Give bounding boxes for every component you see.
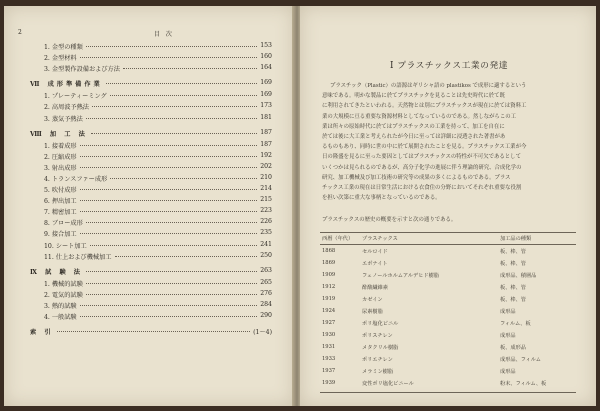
toc-label: 7. 精密加工 [44, 209, 77, 217]
toc-leader-dots [80, 189, 257, 190]
toc-entry [44, 152, 272, 161]
paragraph-line: チックス工業の現在は日常生活における衣食住の分野においてそれぞれ重要な役割 [322, 185, 522, 191]
table-cell-year: 1912 [322, 284, 336, 290]
toc-label: 1. プレーティーミング [44, 93, 107, 101]
toc-label: 2. 高周波予熱法 [44, 104, 89, 112]
toc-page-number: 223 [260, 207, 272, 215]
table-cell-products: 成形品、積層品 [500, 273, 537, 279]
table-bottom-rule [320, 392, 576, 393]
table-cell-name: ポリ塩化ビニル [362, 321, 399, 327]
chapter-title: Ⅰ プラスチックス工業の発達 [390, 61, 509, 71]
toc-page-number: 202 [260, 162, 272, 170]
toc-page-number: 226 [260, 218, 272, 226]
toc-label: 9. 接合加工 [44, 231, 77, 239]
toc-leader-dots [123, 68, 257, 69]
left-page [4, 6, 294, 406]
toc-leader-dots [110, 178, 257, 179]
table-cell-name: ポリエチレン [362, 357, 393, 363]
toc-leader-dots [86, 46, 257, 47]
table-cell-name: メタクリル樹脂 [362, 345, 399, 351]
table-cell-name: 変性ポリ塩化ビニール [362, 381, 414, 387]
toc-entry [44, 229, 272, 238]
table-cell-products: 成形品 [500, 333, 516, 339]
paragraph-line: 意味である。明かな製品に於てプラスチックを見ることは先史時代に於て既 [322, 93, 505, 100]
toc-label: 索 引 [30, 329, 54, 337]
toc-label: 4. トランスファー成形 [44, 175, 108, 183]
table-cell-name: セルロイド [362, 249, 388, 255]
paragraph-line: るものもあり、同時に世の中に於て展開されたことを見る。プラスチックス工業が今 [322, 144, 527, 151]
table-cell-year: 1931 [322, 344, 336, 350]
toc-leader-dots [86, 294, 257, 295]
toc-leader-dots [86, 118, 257, 119]
toc-label: 5. 吹付成形 [44, 187, 77, 194]
table-cell-products: 板、棒、管 [500, 261, 526, 267]
toc-leader-dots [57, 331, 250, 332]
table-cell-year: 1939 [322, 380, 336, 386]
table-cell-products: 成形品 [500, 369, 516, 375]
toc-entry [44, 290, 272, 299]
toc-leader-dots [80, 305, 257, 306]
toc-leader-dots [80, 145, 257, 146]
toc-label: 3. 蒸気予熱法 [44, 115, 83, 123]
toc-label: 1. 接着成形 [44, 142, 77, 150]
table-cell-name: メラミン樹脂 [362, 369, 394, 375]
toc-page-number: 210 [260, 173, 272, 181]
table-cell-products: 粉末、フィルム、板 [500, 381, 547, 387]
toc-label: 3. 金型製作設備および方法 [44, 66, 120, 74]
toc-entry [44, 174, 272, 183]
toc-leader-dots [86, 271, 257, 272]
table-cell-year: 1868 [322, 248, 336, 254]
toc-label: 8. ブロー成形 [44, 220, 83, 228]
paragraph-line: 業は所々の原始時代に於てはプラスチックスの工業を持って、加工を自在に [322, 123, 505, 130]
toc-entry [44, 279, 272, 288]
table-top-rule [320, 232, 576, 233]
toc-label: Ⅷ 加 工 法 [30, 130, 88, 138]
toc-entry [44, 64, 272, 73]
toc-entry [44, 207, 272, 216]
toc-page-number: 169 [260, 91, 272, 99]
table-cell-year: 1919 [322, 296, 336, 302]
toc-page-number: 181 [260, 113, 272, 121]
toc-entry [44, 185, 272, 194]
table-cell-name: カゼイン [362, 297, 383, 303]
toc-label: 2. 金型材料 [44, 55, 77, 63]
table-header-products: 加工品の種類 [500, 236, 532, 242]
toc-page-number: 215 [260, 196, 272, 204]
toc-entry [44, 114, 272, 123]
toc-leader-dots [80, 167, 257, 168]
paragraph-line: 於ては後に大工業と考えられたが今日に至っては詳細に浸透された著書があ [322, 134, 506, 140]
toc-page-number: 214 [260, 185, 272, 192]
table-header-rule [320, 244, 576, 245]
paragraph-line: いくつかは見られるのであるが、高分子化学の進展に伴う理論的研究、合成化学の [322, 164, 522, 171]
toc-page-number: 169 [260, 79, 272, 87]
table-header-plastic: プラスチックス [362, 236, 398, 242]
toc-entry [44, 42, 272, 51]
toc-entry [44, 218, 272, 227]
table-cell-year: 1933 [322, 356, 336, 362]
toc-leader-dots [91, 133, 257, 134]
toc-label: 11. 仕上および機械加工 [44, 253, 112, 261]
toc-leader-dots [92, 106, 257, 107]
toc-label: 3. 射出成形 [44, 164, 77, 172]
toc-page-number: 276 [260, 289, 272, 297]
table-cell-year: 1930 [322, 332, 336, 338]
table-cell-products: フィルム、板 [500, 321, 531, 327]
toc-label: Ⅶ 成形準備作業 [30, 81, 103, 89]
toc-label: 2. 圧縮成形 [44, 153, 77, 161]
paragraph-line: を担い次第に重大な事柄となっているのである。 [322, 195, 441, 202]
table-cell-name: ポリスチレン [362, 333, 393, 339]
table-cell-products: 成形品、フィルム [500, 357, 541, 363]
toc-label: 2. 電気的試験 [44, 291, 83, 299]
table-cell-products: 成形品 [500, 309, 516, 315]
toc-leader-dots [80, 233, 257, 234]
table-cell-products: 板、棒、管 [500, 249, 526, 255]
toc-entry [44, 102, 272, 111]
toc-entry [44, 53, 272, 62]
toc-page-number: 187 [260, 140, 272, 148]
toc-label: Ⅸ 試 験 法 [30, 268, 83, 276]
toc-leader-dots [90, 245, 257, 246]
toc-leader-dots [80, 211, 257, 212]
toc-label: 1. 金型の種類 [44, 44, 83, 51]
right-page [300, 6, 596, 406]
toc-section [30, 129, 272, 138]
toc-entry [44, 241, 272, 250]
toc-leader-dots [106, 83, 257, 84]
toc-page-number: 284 [260, 300, 272, 308]
toc-leader-dots [86, 283, 257, 284]
toc-section [30, 267, 272, 276]
running-head: 目 次 [154, 31, 174, 38]
toc-page-number: 265 [260, 278, 272, 286]
toc-page-number: 153 [260, 42, 272, 49]
toc-label: 3. 熱的試験 [44, 302, 77, 310]
toc-leader-dots [86, 222, 257, 223]
toc-page-number: 263 [260, 266, 272, 274]
toc-entry [44, 252, 272, 261]
toc-page-number: 250 [260, 251, 272, 259]
toc-entry [44, 91, 272, 100]
toc-page-number: 160 [260, 53, 272, 61]
table-cell-products: 板、棒、管 [500, 297, 526, 303]
toc-section [30, 79, 272, 88]
toc-entry [44, 196, 272, 205]
toc-page-number: 187 [260, 128, 272, 136]
toc-entry [44, 141, 272, 150]
toc-label: 4. 一般試験 [44, 314, 77, 321]
page-number: 2 [18, 29, 22, 36]
table-cell-year: 1869 [322, 260, 336, 266]
toc-page-number: 235 [260, 229, 272, 237]
toc-section [30, 327, 272, 336]
table-cell-name: 酢酸繊維素 [362, 285, 388, 291]
paragraph-line: に利用されてきたといわれる。天然物とは別にプラスチックスが現在に於ては資料工 [322, 103, 527, 110]
toc-leader-dots [80, 200, 257, 201]
toc-leader-dots [110, 95, 257, 96]
toc-page-number: (1～4) [253, 329, 272, 337]
table-cell-name: エボナイト [362, 261, 388, 267]
table-cell-year: 1924 [322, 308, 336, 314]
table-cell-products: 板、棒、管 [500, 285, 526, 291]
toc-entry [44, 312, 272, 321]
toc-page-number: 290 [260, 312, 272, 319]
paragraph-line: プラスチック（Plastic）の語源はギリシャ語の plastikos で成形に適するという [330, 83, 527, 89]
table-cell-name: 尿素樹脂 [362, 309, 383, 315]
toc-entry [44, 163, 272, 172]
toc-page-number: 173 [260, 102, 272, 110]
toc-page-number: 164 [260, 64, 272, 72]
table-cell-year: 1937 [322, 368, 336, 374]
paragraph-line: 日の隆盛を見るに至った要因としてはプラスチックスの特性が不可欠であるとして [322, 154, 521, 161]
toc-label: 1. 機械的試験 [44, 280, 83, 288]
toc-leader-dots [115, 256, 257, 257]
toc-label: 10. シート加工 [44, 242, 87, 250]
table-cell-products: 板、成形品 [500, 345, 526, 351]
table-cell-year: 1927 [322, 320, 336, 326]
toc-page-number: 241 [260, 240, 272, 248]
toc-leader-dots [80, 316, 257, 317]
toc-page-number: 192 [260, 151, 272, 159]
toc-entry [44, 301, 272, 310]
table-intro: プラスチックスの歴史の概要を示すと次の通りである。 [322, 217, 457, 223]
table-cell-year: 1909 [322, 272, 336, 278]
toc-leader-dots [80, 57, 257, 58]
table-header-year: 西暦（年代） [322, 236, 354, 242]
table-cell-name: フェノールホルムアルデヒド樹脂 [362, 273, 439, 279]
toc-leader-dots [80, 156, 257, 157]
paragraph-line: 研究、加工機械及び加工技術の研究等の成果の多くによるものである。プラス [322, 174, 511, 181]
toc-label: 6. 押出加工 [44, 198, 77, 206]
paragraph-line: 業の大規模に亘る重要な資源材料としてなっているのである。然しながらこの工 [322, 113, 517, 120]
